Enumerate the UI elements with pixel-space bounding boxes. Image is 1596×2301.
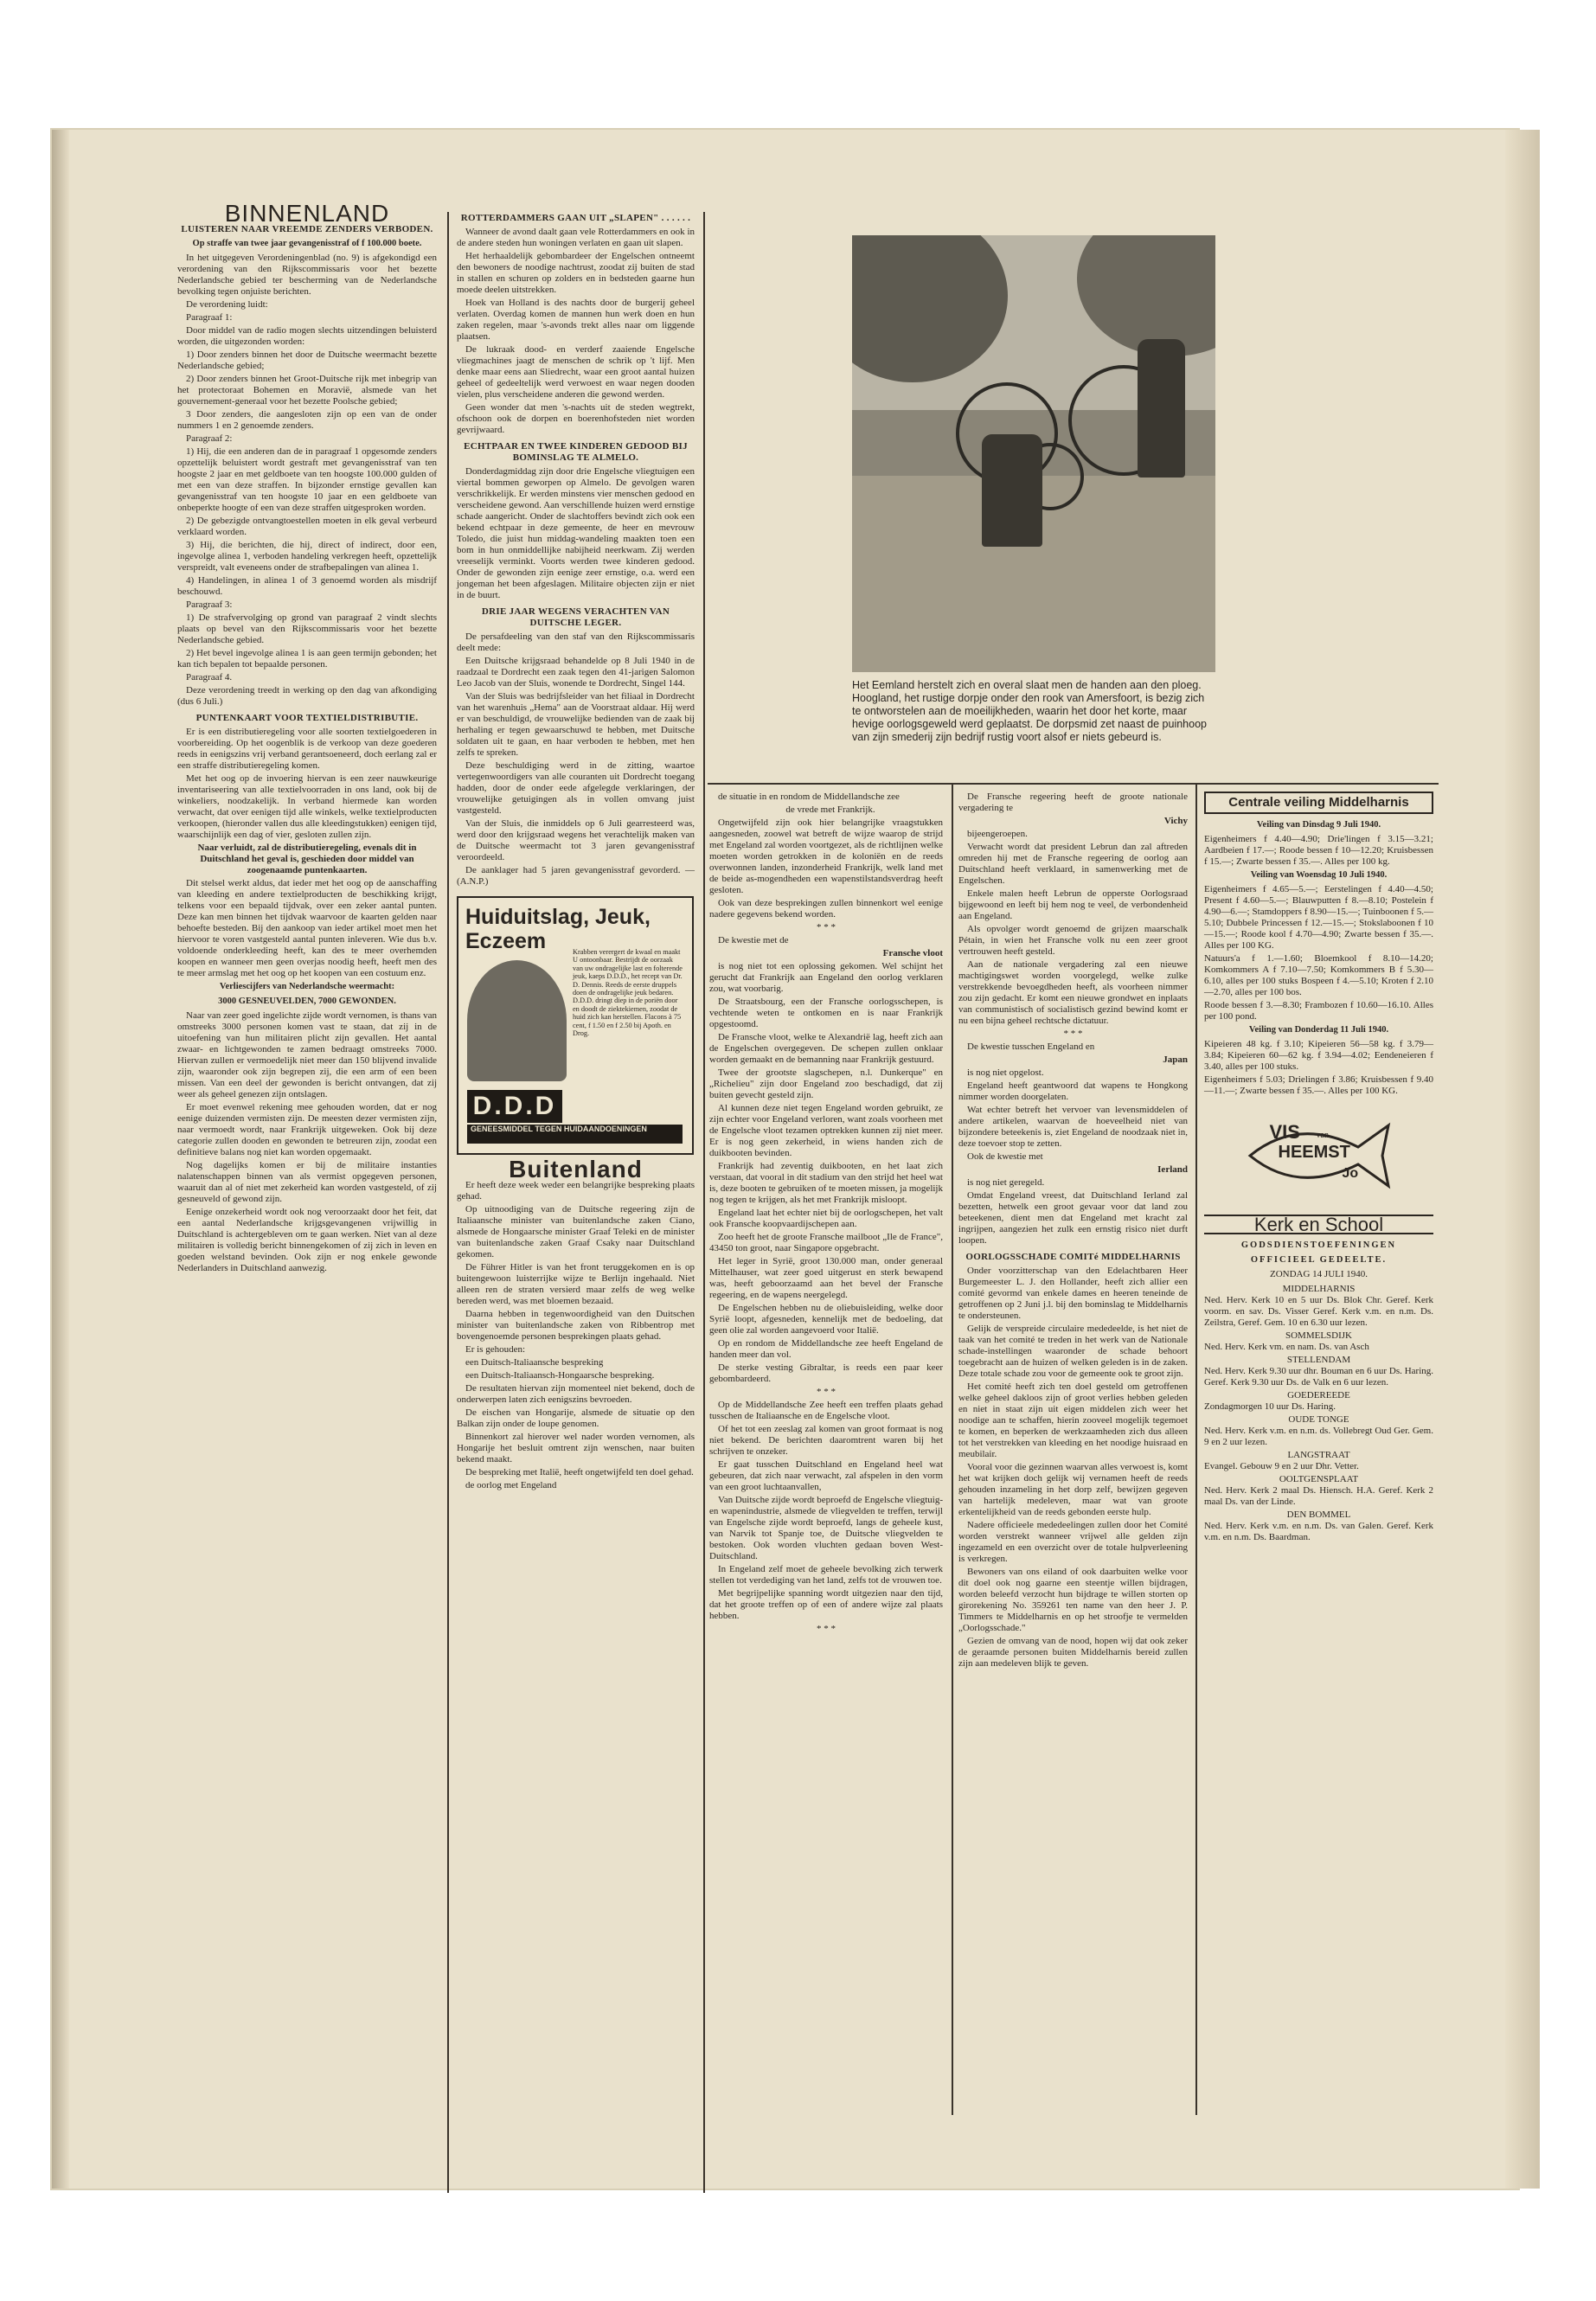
paragraph: Ned. Herv. Kerk vm. en nam. Ds. van Asch: [1204, 1342, 1369, 1352]
kerk-subtitle: GODSDIENSTOEFENINGEN: [1240, 1240, 1397, 1250]
column-two: [457, 208, 695, 1493]
blacksmith-photo: [852, 235, 1215, 672]
section-title-binnenland: BINNENLAND: [224, 200, 390, 227]
place-heading: OOLTGENSPLAAT: [1279, 1474, 1359, 1484]
paragraph: De Straatsbourg, een der Fransche oorlogsschepen, is vechtende weten te ontkomen en is naar Frankrijk opgestoomd.: [709, 997, 943, 1029]
paragraph: Op de Middellandsche Zee heeft een treffen plaats gehad tusschen de Italiaansche en de Engelsche vloot.: [709, 1400, 943, 1421]
paragraph: is nog niet opgelost.: [967, 1067, 1044, 1078]
paragraph: Kipeieren 48 kg. f 3.10; Kipeieren 56—58 kg. f 3.79—3.84; Kipeieren 60—62 kg. f 3.94—4.02; Eendeneieren f 3.40, alles per 100 stuks.: [1204, 1039, 1433, 1072]
paragraph: Met het oog op de invoering hiervan is een zeer nauwkeurige inventariseering van alle textielvoorraden in ons land, ook bij de winkeliers, noodzakelijk. In verband hiermede kan worden verwacht, dat over eenigen tijd alle winkels, welke textielproducten verkoopen, (hieronder vallen dus alle kleedingstukken) eenigen tijd, waarschijnlijk een dag of vier, gesloten zullen zijn.: [177, 773, 437, 840]
paragraph: Wanneer de avond daalt gaan vele Rotterdammers en ook in de andere steden hun woningen verlaten en gaan uit slapen.: [457, 227, 695, 248]
paragraph: De Führer Hitler is van het front teruggekomen en is op buitengewoon luisterrijke wijze te Berlijn ingehaald. Niet alleen ren de straten versierd maar zelfs de weg welke bereden werd, was met bloemen bezaaid.: [457, 1262, 695, 1306]
paragraph: Met begrijpelijke spanning wordt uitgezien naar den tijd, dat het groote treffen op of een of andere wijze zal plaats hebben.: [709, 1588, 943, 1621]
paragraph: Het herhaaldelijk gebombardeer der Engelschen ontneemt den bewoners de noodige nachtrust, zoodat zij buiten de stad in stallen en schuren op zolders en in bedsteden gaarne hun moede deelen uitstrekken.: [457, 251, 695, 295]
paragraph: Er gaat tusschen Duitschland en Engeland heel wat gebeuren, dat zich naar verwacht, zal afspelen in den vorm van een groot luchtaanvallen,: [709, 1459, 943, 1492]
place-heading: DEN BOMMEL: [1286, 1509, 1351, 1520]
paragraph: Ned. Herv. Kerk v.m. en n.m. Ds. van Galen. Geref. Kerk v.m. en n.m. Ds. Baardman.: [1204, 1521, 1433, 1542]
veiling-date: Veiling van Dinsdag 9 Juli 1940.: [1256, 820, 1381, 830]
paragraph: Het comité heeft zich ten doel gesteld om getroffenen welke geheel dakloos zijn of groot verlies hebben geleden en niet in staat zijn uit eigen middelen zich weer het noodige aan te schaffen, hierin zooveel mogelijk tegemoet te komen, en beperken de werkzaamheden zich dus alleen tot het verstrekken van kleeding en het noodige huisraad en meubilair.: [958, 1381, 1188, 1459]
paragraph: Er is gehouden:: [465, 1344, 526, 1355]
paragraph: In Engeland zelf moet de geheele bevolking zich terwerk stellen tot verdediging van het land, zelfs tot de vrouwen toe.: [709, 1564, 943, 1586]
paragraph: Of het tot een zeeslag zal komen van groot formaat is nog niet bekend. De berichten daaromtrent waren bij het schrijven te onzeker.: [709, 1424, 943, 1457]
paragraph: Vooral voor die gezinnen waarvan alles verwoest is, komt het wat krijken doch gelijk wij vernamen heeft de reeds gehouden inzameling in het dorp zelf, bewijzen gegeven van hartelijk medeleven, maar wat van groote erkentelijkheid van de reeds gebonden eerste hulp.: [958, 1462, 1188, 1517]
veiling-date: Veiling van Donderdag 11 Juli 1940.: [1248, 1025, 1389, 1035]
paragraph: Ned. Herv. Kerk 9.30 uur dhr. Bouman en 6 uur Ds. Haring. Geref. Kerk 9.30 uur Ds. de Valk en 6 uur lezen.: [1204, 1366, 1433, 1388]
subheadline: Verliescijfers van Nederlandsche weermacht:: [219, 982, 395, 991]
paragraph: Bewoners van ons eiland of ook daarbuiten welke voor dit doel ook nog gaarne een steentje willen bijdragen, worden beleefd verzocht hun bijdrage te willen storten op girorekening No. 359261 ten name van den heer J. P. Timmers te Middelharnis en op het stroofje te vermelden „Oorlogsschade.": [958, 1567, 1188, 1633]
paragraph: Dit stelsel werkt aldus, dat ieder met het oog op de aanschaffing van kleeding en andere textielproducten de beschikking krijgt, telkens voor een bepaald tijdvak, over een zeker aantal punten. Deze kan men binnen het tijdvak waarvoor de kaarten gelden naar behoefte besteden. Bij den aankoop van ieder artikel moet men het hiervoor te voren vastgesteld aantal punten inleveren. Wie dus b.v. voldoende onderkleeding heeft, kan des te meer overhemden koopen en wanneer men geen overjas noodig heeft, heeft men des te meer armslag met het oog op het koopen van een costuum enz.: [177, 878, 437, 978]
paragraph: De verordening luidt:: [186, 299, 268, 310]
paragraph: Nadere officieele mededeelingen zullen door het Comité worden verstrekt wanneer vrijwel alle gelden zijn ingezameld en een overzicht over de totale hulpverleening is verkregen.: [958, 1520, 1188, 1564]
paragraph: 1) Hij, die een anderen dan de in paragraaf 1 opgesomde zenders opzettelijk beluistert wordt gestraft met gevangenisstraf van ten hoogste 2 jaar en met geldboete van ten hoogste 100.000 gulden of met een van deze straffen. In bijzonder ernstige gevallen kan gevangenisstraf van ten hoogste 10 jaar en een geldboete van onbeperkte hoogte of een van deze straffen uitgesproken worden.: [177, 446, 437, 513]
paragraph: Ook de kwestie met: [967, 1151, 1043, 1162]
paragraph: Ned. Herv. Kerk 10 en 5 uur Ds. Blok Chr. Geref. Kerk voorm. en sav. Ds. Visser Geref. Kerk v.m. en n.m. Ds. Zeilstra, Geref. Gem. 10 en 6.30 uur lezen.: [1204, 1295, 1433, 1328]
paragraph: De kwestie tusschen Engeland en: [967, 1042, 1095, 1052]
paragraph: de oorlog met Engeland: [465, 1480, 557, 1490]
paragraph: 4) Handelingen, in alinea 1 of 3 genoemd worden als misdrijf beschouwd.: [177, 575, 437, 597]
paragraph: is nog niet geregeld.: [967, 1177, 1045, 1188]
paragraph: Vichy: [1163, 816, 1188, 826]
place-heading: STELLENDAM: [1286, 1355, 1351, 1365]
column-rule: [703, 212, 705, 2193]
logo-text: HEEMST: [1278, 1143, 1350, 1162]
paragraph: Wat echter betreft het vervoer van levensmiddelen of andere artikelen, waarvan de hoeveelheid niet van bijzondere beteekenis is, ziet Engeland de noodzaak niet in, deze toevoer stop te zetten.: [958, 1105, 1188, 1149]
subheadline: 3000 GESNEUVELDEN, 7000 GEWONDEN.: [218, 997, 396, 1006]
paragraph: Verwacht wordt dat president Lebrun dan zal aftreden omreden hij met de Fransche regeering de oorlog aan Duitschland heeft verklaard, in samenwerking met de Engelschen.: [958, 842, 1188, 886]
paragraph: Natuurs'a f 1.—1.60; Bloemkool f 8.10—14.20; Komkommers A f 7.10—7.50; Komkommers B f 5.30—6.10, alles per 100 stuks Bospeen f 4.—5.10; Kroten f 2.10—2.70, alles per 100 bos.: [1204, 953, 1433, 997]
paragraph: de vrede met Frankrijk.: [785, 804, 875, 815]
place-heading: LANGSTRAAT: [1287, 1450, 1350, 1460]
place-heading: MIDDELHARNIS: [1282, 1284, 1356, 1294]
paragraph: 2) De gebezigde ontvangtoestellen moeten in elk geval verbeurd verklaard worden.: [177, 516, 437, 537]
paragraph: 1) Door zenders binnen het door de Duitsche weermacht bezette Nederlandsche gebied;: [177, 349, 437, 371]
paragraph: een Duitsch-Italiaansche bespreking: [465, 1357, 604, 1368]
paragraph: Eigenheimers f 4.65—5.—; Eerstelingen f 4.40—4.50; Present f 4.60—5.—; Blauwputten f 8.—8.10; Postelein f 4.90—6.—; Stamdoppers f 8.90—15.—; Tuinboonen f 5.—5.10; Dubbele Princessen f 12.—15.—; Stokslaboonen f 10—15.—; Roode kool f 4.70—4.90; Zwarte bessen f 35.—. Alles per 100 KG.: [1204, 884, 1433, 951]
paragraph: Ned. Herv. Kerk v.m. en n.m. ds. Vollebregt Oud Ger. Gem. 9 en 2 uur lezen.: [1204, 1426, 1433, 1447]
portrait-image: [467, 960, 567, 1081]
paragraph: Roode bessen f 3.—8.30; Frambozen f 10.60—16.10. Alles per 100 pond.: [1204, 1000, 1433, 1022]
paragraph: Naar van zeer goed ingelichte zijde wordt vernomen, is thans van omstreeks 3000 personen komen vast te staan, dat zij in de uitoefening van hun militairen plicht zijn gevallen. Het aantal zwaar- en lichtgewonden te zamen bedraagt omstreeks 7000. Hiervan zullen er vermoedelijk niet meer dan 150 blijvend invalide zijn, waaronder ook zijn begrepen zij, die een arm of een been missen. Van een deel der gewonden is bericht ontvangen, dat zij weer als geheel genezen zijn ontslagen.: [177, 1010, 437, 1099]
paragraph: Twee der grootste slagschepen, n.l. Dunkerque" en „Richelieu" zijn door Engeland zoo beschadigd, dat zij buiten gevecht gesteld zijn.: [709, 1067, 943, 1100]
ad-title-2: Eczeem: [465, 929, 547, 953]
ad-slogan: GENEESMIDDEL TEGEN HUIDAANDOENINGEN: [467, 1125, 683, 1144]
separator-stars: * * *: [817, 1387, 836, 1397]
paragraph: 3) Hij, die berichten, die hij, direct of indirect, door een, ingevolge alinea 1, verboden handeling verkregen heeft, opzettelijk verspreidt, valt eveneens onder de strafbepalingen van alinea 1.: [177, 540, 437, 573]
column-binnenland: [177, 200, 437, 1276]
paragraph: Gezien de omvang van de nood, hopen wij dat ook zeker de geraamde personen buiten Middelharnis bereid zullen zijn aan medeleven blijk te geven.: [958, 1636, 1188, 1669]
logo-text: VIS: [1269, 1121, 1300, 1143]
paragraph: Al kunnen deze niet tegen Engeland worden gebruikt, ze zijn echter voor Engeland verloren, want zoals voorheen met de Engelsche vloot tezamen optrekken kunnen zij niet meer. Er is nog geen zekerheid, in wiens handen zich de duikbooten bevinden.: [709, 1103, 943, 1158]
paragraph: De eischen van Hongarije, alsmede de situatie op den Balkan zijn onder de loupe genomen.: [457, 1407, 695, 1429]
paragraph: Eigenheimers f 4.40—4.90; Drie'lingen f 3.15—3.21; Aardbeien f 17.—; Roode bessen f 10—12.20; Kruisbessen f 15.—; Zwarte bessen f 35.—. Alles per 100 kg.: [1204, 834, 1433, 867]
paragraph: Engeland laat het echter niet bij de oorlogschepen, het valt ook Fransche koopvaardijschepen aan.: [709, 1208, 943, 1229]
paragraph: 2) Door zenders binnen het Groot-Duitsche rijk met inbegrip van het protectoraat Bohemen en Moravië, alsmede van het gouvernement-generaal voor het bezette Poolsche gebied;: [177, 374, 437, 407]
ddd-advertisement: [457, 896, 694, 1155]
paragraph: Als opvolger wordt genoemd de grijzen maarschalk Pétain, in wien het Fransche volk nu een zeer groot vertrouwen heeft gesteld.: [958, 924, 1188, 957]
paragraph: De persafdeeling van den staf van den Rijkscommissaris deelt mede:: [457, 631, 695, 653]
paragraph: De aanklager had 5 jaren gevangenisstraf gevorderd. — (A.N.P.): [457, 865, 695, 887]
paragraph: Er heeft deze week weder een belangrijke bespreking plaats gehad.: [457, 1180, 695, 1202]
paragraph: Van Duitsche zijde wordt beproefd de Engelsche vliegtuig- en wapenindustrie, alsmede de vliegvelden te treffen, terwijl van Engelsche zijde wordt beproefd, langs de geheele kust, van Narvik tot Spanje toe, de Duitsche vliegvelden te bestoken. Ook worden vluchten gedaan boven West-Duitschland.: [709, 1495, 943, 1561]
headline: LUISTEREN NAAR VREEMDE ZENDERS VERBODEN.: [181, 224, 433, 234]
paragraph: Paragraaf 2:: [186, 433, 233, 444]
paragraph: Nog dagelijks komen er bij de militaire instanties nalatenschappen binnen van als vermist opgegeven personen, waaruit dan al of niet met zekerheid kan worden vastgesteld, of zij gesneuveld of gewond zijn.: [177, 1160, 437, 1204]
column-rule: [1195, 783, 1197, 2115]
headline: PUNTENKAART VOOR TEXTIELDISTRIBUTIE.: [195, 713, 419, 723]
ddd-logo: D.D.D: [467, 1090, 562, 1123]
paragraph: De resultaten hiervan zijn momenteel niet bekend, doch de onderwerpen laten zich eenigszins bevroeden.: [457, 1383, 695, 1405]
paragraph: De bespreking met Italië, heeft ongetwijfeld ten doel gehad.: [465, 1467, 694, 1477]
column-three: [709, 792, 943, 1637]
paragraph: Gelijk de verspreide circulaire mededeelde, is het niet de taak van het comité te treden in het werk van de Nationale schade-instellingen waaronder de schade behoort toegebracht aan de huizen of welken geleden is in de zaken. Deze totale schade zou voor de gemeente ook te groot zijn.: [958, 1324, 1188, 1379]
headline: OORLOGSSCHADE COMITé MIDDELHARNIS: [965, 1252, 1181, 1262]
separator-stars: * * *: [817, 922, 836, 933]
paragraph: Een Duitsche krijgsraad behandelde op 8 Juli 1940 in de raadzaal te Dordrecht een zaak tegen den 41-jarigen Salomon Leo Jacob van der Sluis, wonende te Dordrecht, Singel 144.: [457, 656, 695, 689]
column-four: [958, 792, 1188, 1671]
column-five: [1204, 792, 1433, 1545]
paragraph: Geen wonder dat men 's-nachts uit de steden wegtrekt, ofschoon ook de dorpen en boerenhofsteden niet worden gevrijwaard.: [457, 402, 695, 435]
column-rule: [952, 783, 953, 2115]
place-heading: GOEDEREEDE: [1287, 1390, 1350, 1400]
paragraph: Op uitnoodiging van de Duitsche regeering zijn de Italiaansche minister van buitenlandsche zaken Ciano, alsmede de Hongaarsche minister Graaf Teleki en de minister van buitenlandsche zaken Graaf Csaky naar Duitschland gekomen.: [457, 1204, 695, 1259]
paragraph: 3 Door zenders, die aangesloten zijn op een van de onder nummers 1 en 2 genoemde zenders.: [177, 409, 437, 431]
photo-caption: Het Eemland herstelt zich en overal slaat men de handen aan den ploeg. Hoogland, het rustige dorpje onder den rook van Amersfoort, is bezig zich te ontworstelen aan de moeilijkheden, waarin het door het korte, maar hevige oorlogsgeweld werd geplaatst. De dorpsmid zet naast de puinhoop van zijn smederij zijn bedrijf rustig voort alsof er niets gebeurd is.: [852, 679, 1207, 743]
paragraph: bijeengeroepen.: [967, 829, 1028, 839]
paragraph: De kwestie met de: [718, 935, 789, 945]
paragraph: Ongetwijfeld zijn ook hier belangrijke vraagstukken aangesneden, zoowel wat betreft de wijze waarop de strijd met Engeland zal worden voortgezet, als de richtlijnen welke moeten worden getrokken in de koloniën en de reeds overwonnen landen, inzonderheid Frankrijk, welk land met de beide as-mogendheden een wapenstilstandsverdrag heeft gesloten.: [709, 817, 943, 895]
paragraph: Paragraaf 4.: [186, 672, 233, 683]
paragraph: Engeland heeft geantwoord dat wapens te Hongkong nimmer worden doorgelaten.: [958, 1080, 1188, 1102]
paragraph: Hoek van Holland is des nachts door de burgerij geheel verlaten. Overdag komen de mannen hun werk doen en hun zaken regelen, maar 's-avonds trekt alles naar om liggende plaatsen.: [457, 298, 695, 342]
paragraph: In het uitgegeven Verordeningenblad (no. 9) is afgekondigd een verordening van den Rijkscommissaris voor het bezette Nederlandsche gebied ter bescherming van de Nederlandsche bevolking tegen onjuiste berichten.: [177, 253, 437, 297]
paragraph: Omdat Engeland vreest, dat Duitschland Ierland zal bezetten, hetwelk een groot gevaar voor dat land zou beteekenen, dient men dat Engeland met kracht zal ingrijpen, aangezien het zulk een ernstig risico niet durft loopen.: [958, 1190, 1188, 1246]
paragraph: Deze verordening treedt in werking op den dag van afkondiging (dus 6 Juli.): [177, 685, 437, 707]
paragraph: Van der Sluis was bedrijfsleider van het filiaal in Dordrecht van het warenhuis „Hema" aan de Voorstraat aldaar. Hij werd er van beschuldigd, de vrouwelijke bedienden van de zaak bij herhaling er tegen gewaarschuwd te hebben, met Duitsche soldaten uit te gaan, en haar verboden te hebben, met hen zelfs te spreken.: [457, 691, 695, 758]
paragraph: Fransche vloot: [882, 948, 943, 958]
paragraph: Donderdagmiddag zijn door drie Engelsche vliegtuigen een viertal bommen geworpen op Almelo. De gevolgen waren verschrikkelijk. Er werden minstens vier menschen gedood en verscheidene gewond. Aan verschillende huizen werd ernstige schade aangericht. Onder de slachtoffers bevindt zich ook een bekend echtpaar in deze gemeente, de heer en mevrouw Toledo, die juist hun middag-wandeling maakten toen een bom in hun onmiddellijke nabijheid neerkwam. Zij werden vreeselijk verminkt. Voorts werden twee kinderen gedood. Onder de gewonden zijn eenige zeer ernstige, o.a. werd een jongeman het been afgeslagen. Militaire objecten zijn er niet in de buurt.: [457, 466, 695, 600]
veiling-title: Centrale veiling Middelharnis: [1204, 792, 1433, 814]
paragraph: Japan: [1163, 1054, 1188, 1065]
paragraph: Er moet evenwel rekening mee gehouden worden, dat er nog eenige duizenden vermisten zijn. De meesten dezer vermisten zijn, naar vermoedt wordt, naar Frankrijk uitgeweken. Ook bij deze categorie zullen dooden en gewonden te betreuren zijn, zoodat een definitieve balans nog niet kan worden opgemaakt.: [177, 1102, 437, 1157]
paragraph: Binnenkort zal hierover wel nader worden vernomen, als Hongarije het besluit omtrent zijn wenschen, naar buiten bekend maakt.: [457, 1432, 695, 1465]
ad-title-1: Huiduitslag, Jeuk,: [465, 905, 651, 929]
logo-text: Jo: [1342, 1166, 1359, 1181]
paragraph: Eenige onzekerheid wordt ook nog veroorzaakt door het feit, dat een aantal Nederlandsche krijgsgevangenen vrijwillig in Duitschland is achtergebleven om te gaan werken. Niet van al deze militairen is volledig bericht binnengekomen of zij zich in leven en goeden welstand bevinden. Ook zijn er nog enkele gewonde Nederlanders in Duitschland aanwezig.: [177, 1207, 437, 1273]
page-binding: [52, 130, 69, 2189]
paragraph: Paragraaf 3:: [186, 599, 233, 610]
paragraph: Paragraaf 1:: [186, 312, 233, 323]
paragraph: Deze beschuldiging werd in de zitting, waartoe vertegenwoordigers van alle couranten uit Dordrecht toegang hadden, door de onder eede afgelegde verklaringen, der vrouwelijke getuigingen als in vollen omvang juist vastgesteld.: [457, 760, 695, 816]
paragraph: Eigenheimers f 5.03; Drielingen f 3.86; Kruisbessen f 9.40—11.—; Zwarte bessen f 35.—. Alles per 100 KG.: [1204, 1074, 1433, 1096]
place-heading: OUDE TONGE: [1288, 1414, 1349, 1425]
place-heading: SOMMELSDIJK: [1285, 1330, 1352, 1341]
paragraph: Ned. Herv. Kerk 2 maal Ds. Hiensch. H.A. Geref. Kerk 2 maal Ds. van der Linde.: [1204, 1485, 1433, 1507]
paragraph: Er is een distributieregeling voor alle soorten textielgoederen in voorbereiding. Op het oogenblik is de verkoop van deze goederen reeds in eenigszins vrij verband gerantsoeneerd, doch eerlang zal er een straffe distributieregeling komen.: [177, 727, 437, 771]
paragraph: 2) Het bevel ingevolge alinea 1 is aan geen termijn gebonden; het kan tich bepalen tot bepaalde personen.: [177, 648, 437, 670]
paragraph: Frankrijk had zeventig duikbooten, en het laat zich verstaan, dat vooral in dit stadium van den strijd het heel wat is, deze booten te gebruiken of te moeten missen, ja mogelijk nog tegen te krijgen, als het met Frankrijk misloopt.: [709, 1161, 943, 1205]
vis-heemst-logo: [1246, 1112, 1393, 1199]
paragraph: De sterke vesting Gibraltar, is reeds een paar keer gebombardeerd.: [709, 1362, 943, 1384]
paragraph: Enkele malen heeft Lebrun de opperste Oorlogsraad bijgewoond en leeft bij hem nog te veel, de verbondenheid aan Engeland.: [958, 888, 1188, 921]
kerk-title: Kerk en School: [1204, 1215, 1433, 1234]
ad-body: Krabben verergert de kwaal en maakt U ontoonbaar. Bestrijdt de oorzaak van uw ondragelijke last en folterende jeuk, kaeps D.D.D., het recept van Dr. D. Dennis. Reeds de eerste druppels doen de ondragelijke jeuk bedaren. D.D.D. dringt diep in de poriën door en doodt de ziektekiemen, zoodat de huid zich kan herstellen. Flacons à 75 cent, f 1.50 en f 2.50 bij Apoth. en Drog.: [573, 948, 683, 1038]
headline: ECHTPAAR EN TWEE KINDEREN GEDOOD BIJ BOMINSLAG TE ALMELO.: [464, 441, 688, 463]
paragraph: Ierland: [1157, 1164, 1188, 1175]
column-rule: [447, 212, 449, 2193]
paragraph: de situatie in en rondom de Middellandsche zee: [718, 792, 900, 802]
paragraph: De Engelschen hebben nu de oliebuisleiding, welke door Syrië loopt, afgesneden, kennelijk met de bedoeling, dat geen olie zal worden aangevoerd voor Italië.: [709, 1303, 943, 1336]
paragraph: Het leger in Syrië, groot 130.000 man, onder generaal Mittelhauser, wat zeer goed uitgerust en sterk bewapend was, heeft geboorzaamd aan het bevel der Fransche regeering, en de wapens neergelegd.: [709, 1256, 943, 1300]
paragraph: Daarna hebben in tegenwoordigheid van den Duitschen minister van buitenlandsche zaken von Ribbentrop met bovengenoemde personen besprekingen plaats gehad.: [457, 1309, 695, 1342]
paragraph: Ook van deze besprekingen zullen binnenkort wel eenige nadere gegevens bekend worden.: [709, 898, 943, 920]
paragraph: Evangel. Gebouw 9 en 2 uur Dhr. Vetter.: [1204, 1461, 1359, 1471]
paragraph: een Duitsch-Italiaansch-Hongaarsche bespreking.: [465, 1370, 655, 1381]
paragraph: Naar verluidt, zal de distributieregeling, evenals dit in Duitschland het geval is, geschieden door middel van zoogenaamde puntenkaarten.: [197, 843, 417, 875]
paragraph: Onder voorzitterschap van den Edelachtbaren Heer Burgemeester L. J. den Hollander, heeft zich allier een comité gevormd van enkele dames en heeren teneinde de getroffenen op 2 Juni j.l. bij den bominslag te Middelharnis te ondersteunen.: [958, 1266, 1188, 1321]
paragraph: Op en rondom de Middellandsche zee heeft Engeland de handen meer dan vol.: [709, 1338, 943, 1360]
kerk-subtitle: OFFICIEEL GEDEELTE.: [1250, 1255, 1388, 1265]
paragraph: Aan de nationale vergadering zal een nieuwe machtigingswet worden voorgelegd, welke zulke verstrekkende bevoegdheden heeft, als voorheen nimmer zou zijn gedacht. Er komt een nieuwe grondwet en inplaats van communistisch of socialistisch gezind bewind komt er nu een bijna geheel rechtsche dictatuur.: [958, 959, 1188, 1026]
section-title-buitenland: Buitenland: [509, 1156, 643, 1183]
paragraph: Door middel van de radio mogen slechts uitzendingen beluisterd worden, die uitgezonden worden:: [177, 325, 437, 347]
paragraph: De lukraak dood- en verderf zaaiende Engelsche vliegmachines jaagt de menschen de schrik op 't lijf. Men denke maar eens aan Sliedrecht, waar een groot aantal huizen geheel of gedeeltelijk werd verwoest en waar negen dooden vielen, plus verscheidene anderen die gewond werden.: [457, 344, 695, 400]
headline: ROTTERDAMMERS GAAN UIT „SLAPEN" . . . . . .: [460, 213, 691, 223]
veiling-date: Veiling van Woensdag 10 Juli 1940.: [1250, 870, 1388, 880]
headline: DRIE JAAR WEGENS VERACHTEN VAN DUITSCHE LEGER.: [481, 606, 670, 628]
logo-text: van: [1316, 1131, 1329, 1140]
horizontal-rule: [708, 783, 1439, 785]
page-edge: [1505, 130, 1540, 2189]
separator-stars: * * *: [1063, 1029, 1083, 1039]
paragraph: is nog niet tot een oplossing gekomen. Wel schijnt het gerucht dat Frankrijk aan Engeland den oorlog verklaren zou, wat voorbarig.: [709, 961, 943, 994]
paragraph: Van der Sluis, die inmiddels op 6 Juli gearresteerd was, werd door den krijgsraad wegens het verachtelijk maken van de Duitsche weermacht tot 3 jaren gevangenisstraf veroordeeld.: [457, 818, 695, 862]
kerk-date: ZONDAG 14 JULI 1940.: [1269, 1269, 1368, 1279]
subheadline: Op straffe van twee jaar gevangenisstraf of f 100.000 boete.: [192, 239, 422, 248]
paragraph: De Fransche vloot, welke te Alexandrië lag, heeft zich aan de Engelschen overgegeven. De schepen zullen onklaar worden gemaakt en de bemanning naar Frankrijk gestuurd.: [709, 1032, 943, 1065]
paragraph: Zoo heeft het de groote Fransche mailboot „Ile de France", 43450 ton groot, naar Singapore opgebracht.: [709, 1232, 943, 1253]
paragraph: Zondagmorgen 10 uur Ds. Haring.: [1204, 1401, 1336, 1412]
separator-stars: * * *: [817, 1624, 836, 1634]
paragraph: 1) De strafvervolging op grond van paragraaf 2 vindt slechts plaats op bevel van den Rijkscommissaris voor het bezette Nederlandsche gebied.: [177, 612, 437, 645]
paragraph: De Fransche regeering heeft de groote nationale vergadering te: [958, 792, 1188, 813]
